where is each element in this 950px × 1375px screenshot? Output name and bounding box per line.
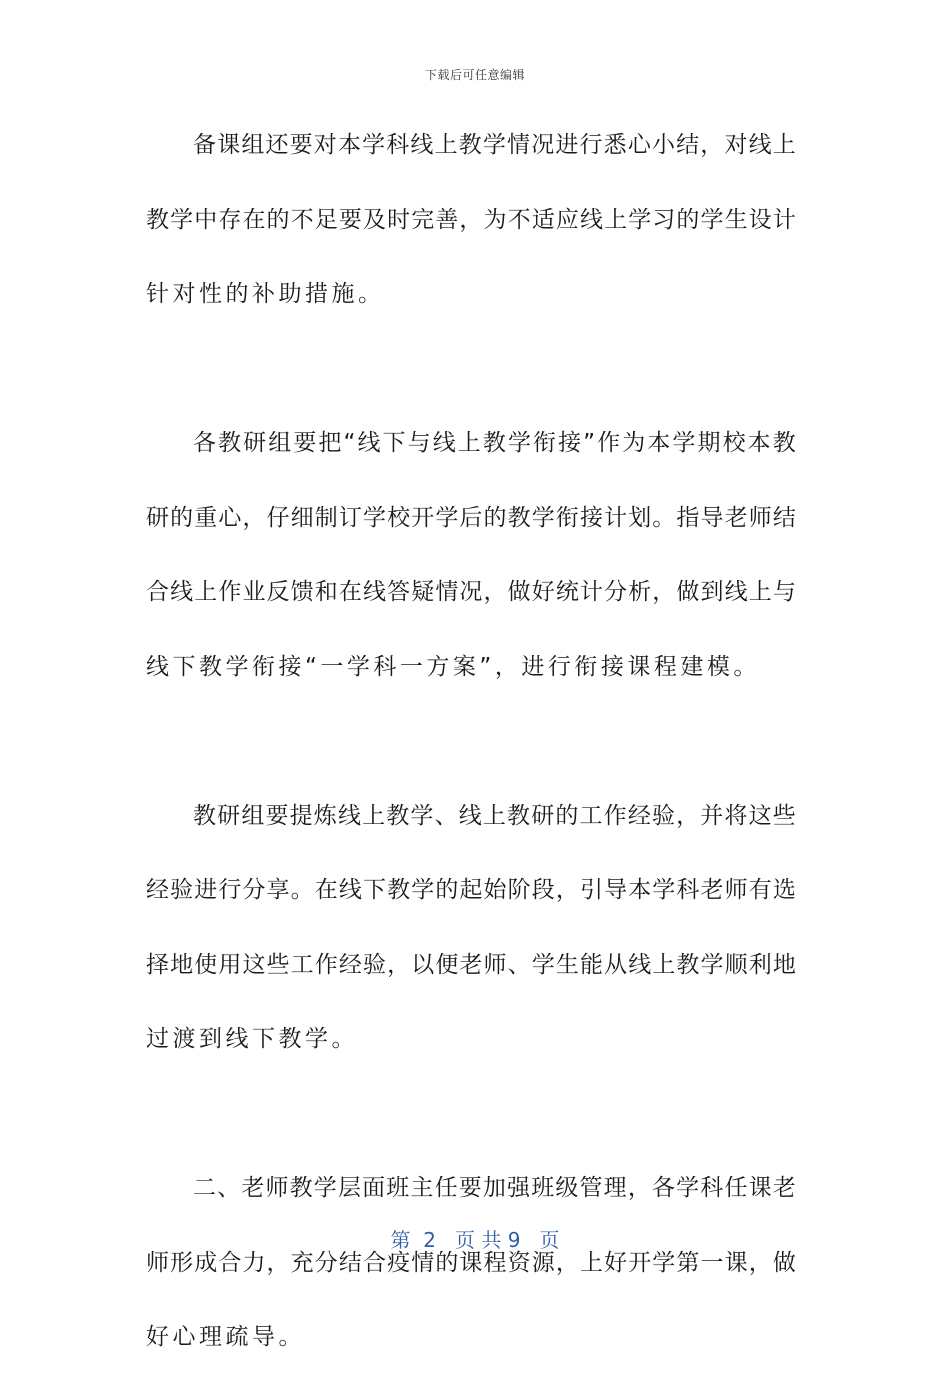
paragraph-4-line-2: 师 形 成 合 力 ， 充 分 结 合 疫 情 的 课 程 资 源 ， 上 好 开 学 第 一 课 ， 做	[146, 1249, 796, 1276]
paragraph-1-line-2: 教 学 中 存 在 的 不 足 要 及 时 完 善 ， 为 不 适 应 线 上 学 习 的 学 生 设 计	[146, 206, 796, 233]
paragraph-3-line-4: 过渡到线下教学。	[146, 1026, 358, 1052]
paragraph-2-line-4: 线下教学衔接“一学科一方案”，进行衔接课程建模。	[146, 653, 760, 680]
header-note: 下载后可任意编辑	[424, 68, 525, 82]
paragraph-3-line-3: 择 地 使 用 这 些 工 作 经 验 ， 以 便 老 师 、 学 生 能 从 线 上 教 学 顺 利 地	[146, 951, 796, 978]
page-number: 第 2 页 共 9 页	[390, 1228, 560, 1252]
paragraph-1-line-1: 备 课 组 还 要 对 本 学 科 线 上 教 学 情 况 进 行 悉 心 小 结 ， 对 线 上	[193, 132, 796, 158]
paragraph-2-line-1: 各 教 研 组 要 把 “ 线 下 与 线 上 教 学 衔 接 ” 作 为 本 学 期 校 本 教	[193, 430, 796, 456]
paragraph-gap	[146, 1077, 796, 1152]
paragraph-2-line-2: 研 的 重 心 ， 仔 细 制 订 学 校 开 学 后 的 教 学 衔 接 计 划 。 指 导 老 师 结	[146, 504, 796, 531]
paragraph-3-line-1: 教 研 组 要 提 炼 线 上 教 学 、 线 上 教 研 的 工 作 经 验 ， 并 将 这 些	[193, 802, 796, 829]
paragraph-2-line-3: 合 线 上 作 业 反 馈 和 在 线 答 疑 情 况 ， 做 好 统 计 分 析 ， 做 到 线 上 与	[146, 579, 796, 605]
paragraph-3-line-2: 经 验 进 行 分 享 。 在 线 下 教 学 的 起 始 阶 段 ， 引 导 本 学 科 老 师 有 选	[146, 877, 796, 903]
paragraph-gap	[146, 704, 796, 779]
paragraph-gap	[146, 332, 796, 407]
paragraph-4-line-3: 好心理疏导。	[146, 1324, 305, 1350]
document-body	[146, 108, 796, 1375]
paragraph-4-line-1: 二 、 老 师 教 学 层 面 班 主 任 要 加 强 班 级 管 理 ， 各 学 科 任 课 老	[193, 1175, 796, 1201]
paragraph-1-line-3: 针对性的补助措施。	[146, 281, 385, 307]
